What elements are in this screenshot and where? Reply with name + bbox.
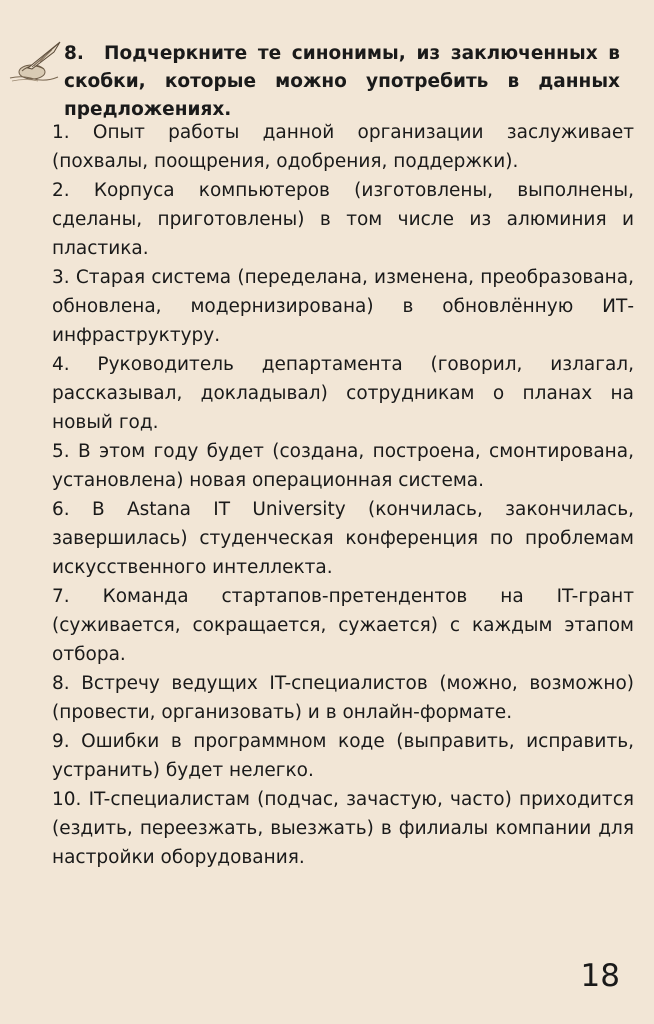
sentence-item-10: 10. IT-специалистам (подчас, зачастую, часто) приходится (ездить, переезжать, выезжать) в филиалы компании для настройки оборудования. xyxy=(52,789,634,868)
task-instruction: Подчеркните те синонимы, из заключенных в скобки, которые можно употребить в данных предложениях. xyxy=(64,43,620,120)
sentence-item-4: 4. Руководитель департамента (говорил, излагал, рассказывал, докладывал) сотрудникам о планах на новый год. xyxy=(52,354,634,433)
quill-inkwell-icon xyxy=(8,38,66,84)
sentence-item-6: 6. В Astana IT University (кончилась, закончилась, завершилась) студенческая конференция по проблемам искусственного интеллекта. xyxy=(52,499,634,578)
sentence-item-3: 3. Старая система (переделана, изменена, преобразована, обновлена, модернизирована) в обновлённую ИТ-инфраструктуру. xyxy=(52,267,634,346)
sentence-item-2: 2. Корпуса компьютеров (изготовлены, выполнены, сделаны, приготовлены) в том числе из алюминия и пластика. xyxy=(52,180,634,259)
task-heading xyxy=(64,40,620,124)
sentence-item-9: 9. Ошибки в программном коде (выправить, исправить, устранить) будет нелегко. xyxy=(52,731,634,781)
sentence-list xyxy=(52,118,634,872)
task-number: 8. xyxy=(64,43,84,64)
sentence-item-1: 1. Опыт работы данной организации заслуживает (похвалы, поощрения, одобрения, поддержки). xyxy=(52,122,634,172)
sentence-item-8: 8. Встречу ведущих IT-специалистов (можно, возможно) (провести, организовать) и в онлайн-формате. xyxy=(52,673,634,723)
page-number: 18 xyxy=(580,958,620,994)
sentence-item-5: 5. В этом году будет (создана, построена, смонтирована, установлена) новая операционная система. xyxy=(52,441,634,491)
sentence-item-7: 7. Команда стартапов-претендентов на IT-грант (суживается, сокращается, сужается) с каждым этапом отбора. xyxy=(52,586,634,665)
